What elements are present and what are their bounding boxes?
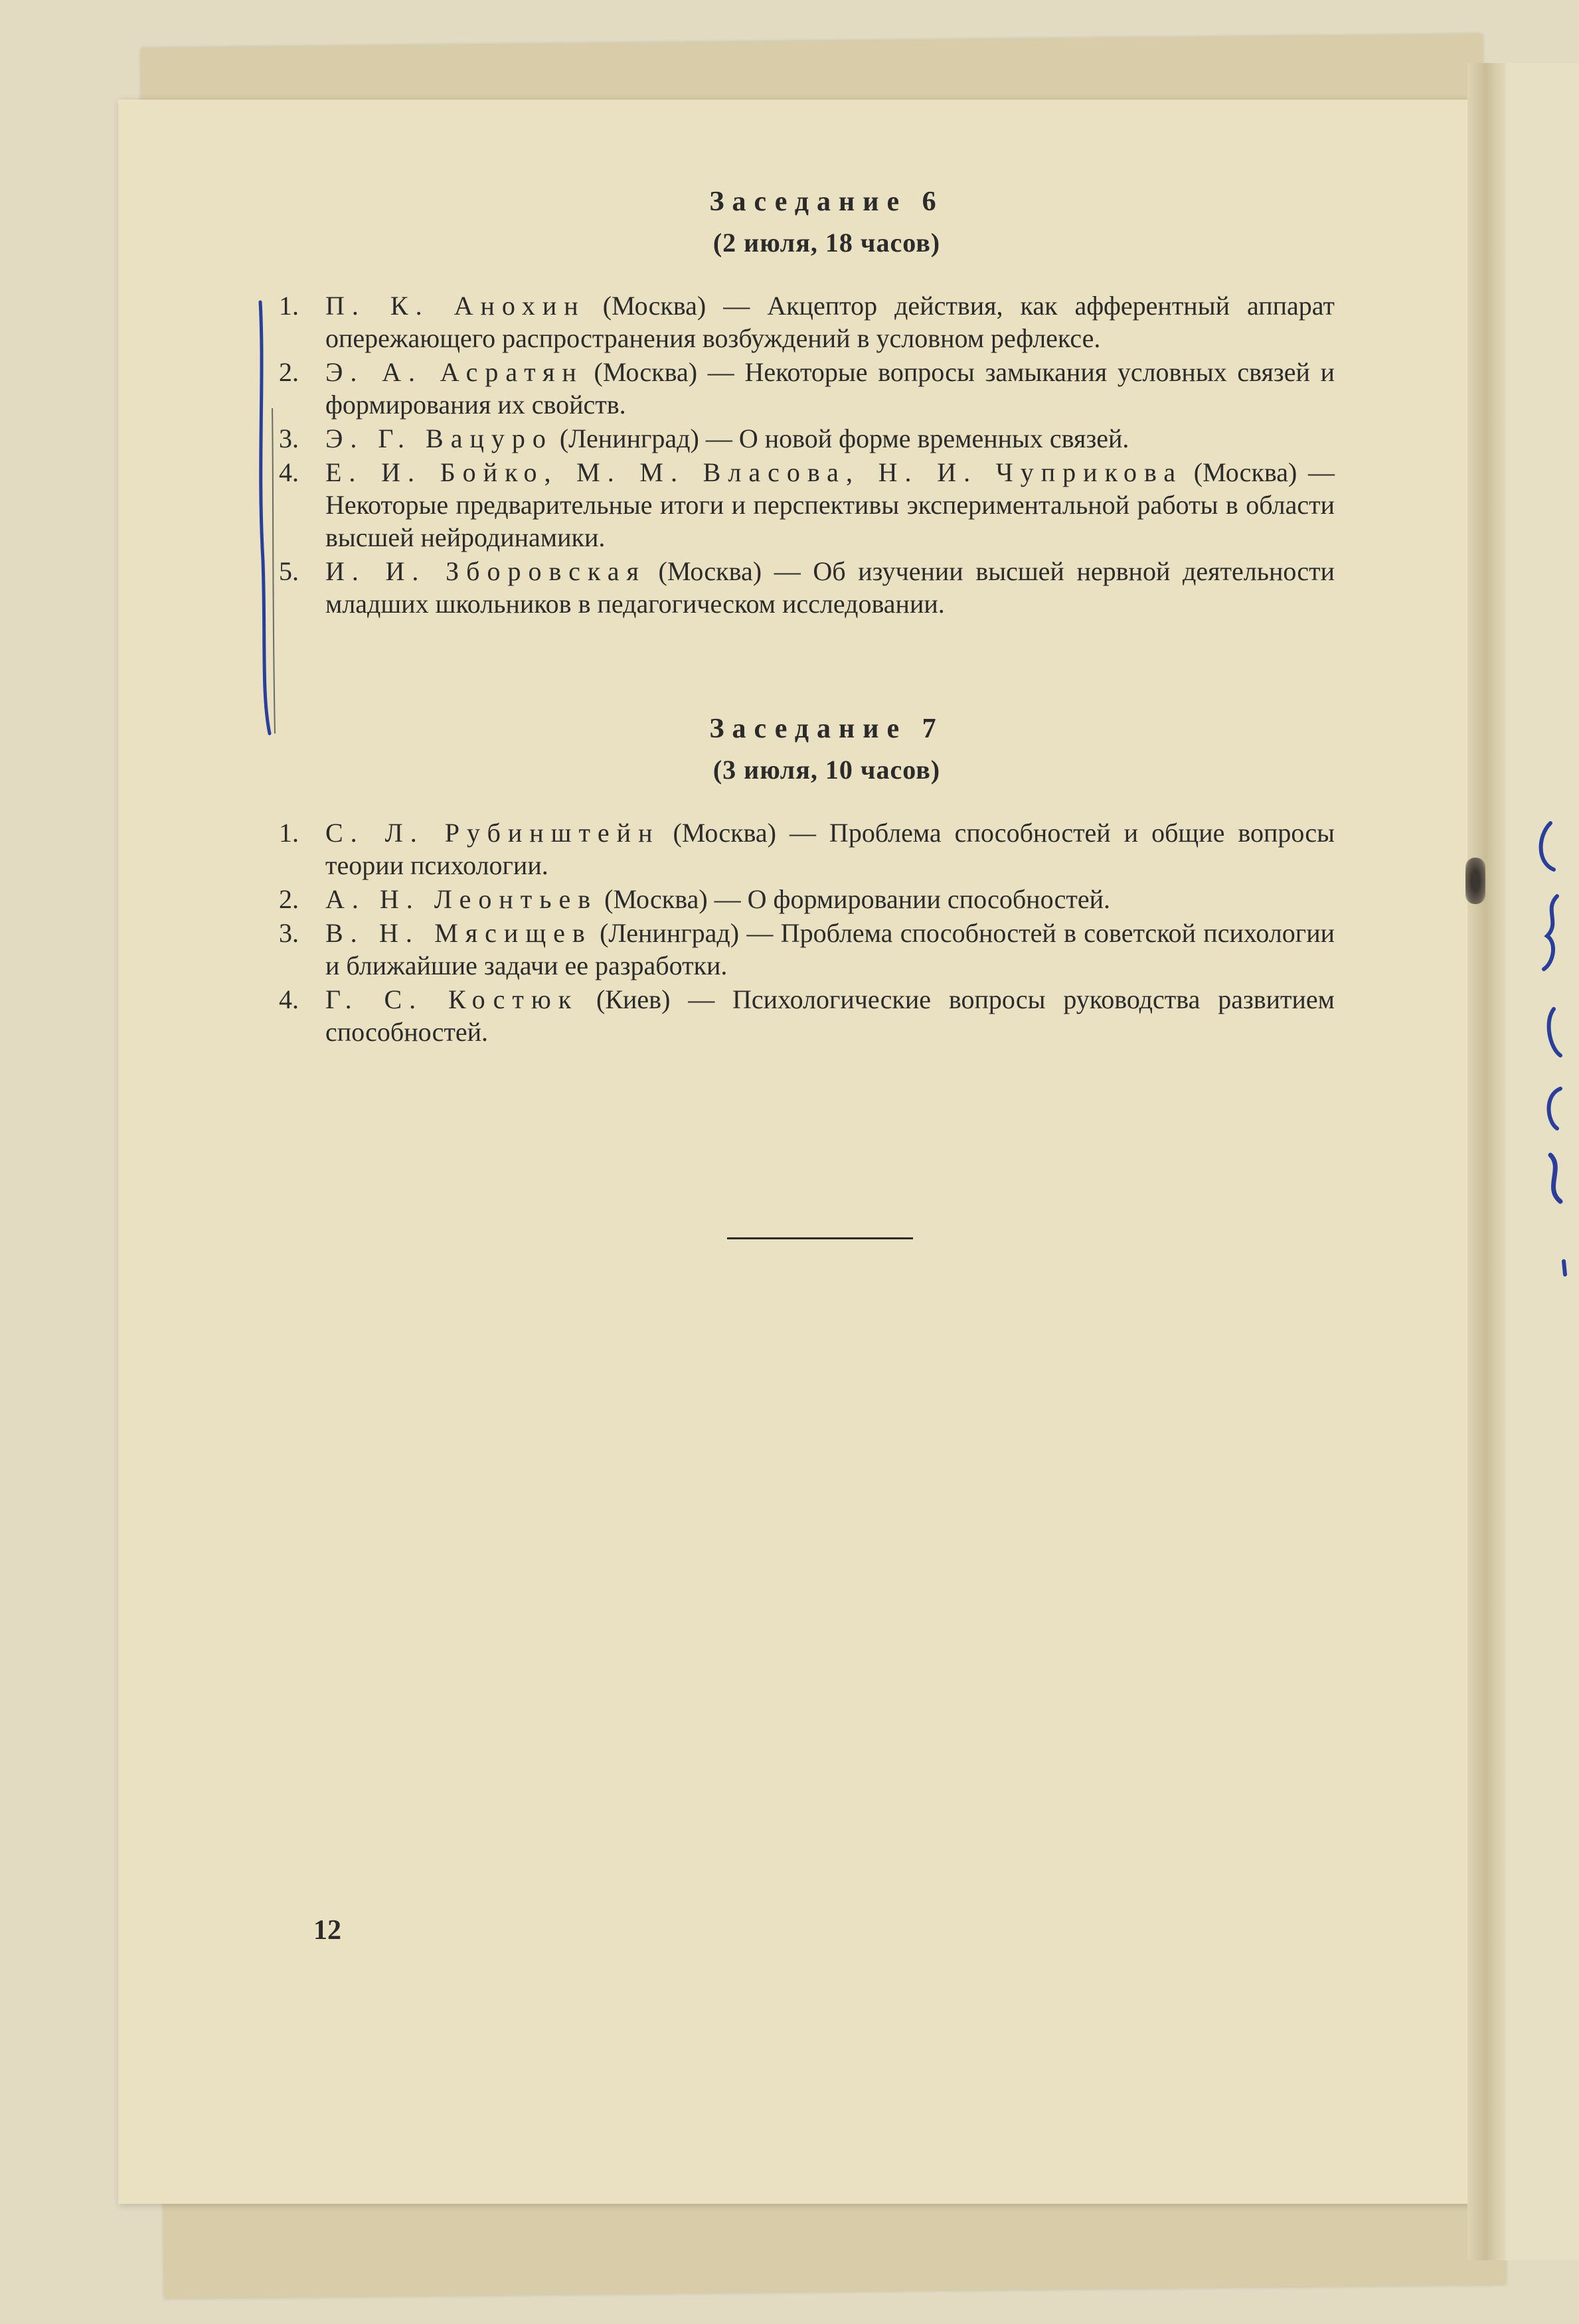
program-item	[279, 816, 1335, 882]
program-item	[279, 289, 1335, 354]
program-list	[279, 289, 1335, 620]
item-number: 3.	[279, 424, 299, 453]
item-number: 2.	[279, 357, 299, 387]
session-date: (2 июля, 18 часов)	[712, 228, 941, 258]
talk-title: (Москва) — Об изучении высшей нервной деятельности младших школьников в педагогическом исследовании.	[325, 556, 1335, 619]
speaker-name: Г. С. Костюк	[325, 984, 579, 1014]
speaker-name: Э. Г. Вацуро	[325, 424, 553, 453]
speaker-name: С. Л. Рубинштейн	[325, 818, 660, 848]
item-number: 4.	[279, 984, 299, 1014]
item-number: 3.	[279, 918, 299, 948]
session-title: Заседание 7	[709, 714, 944, 744]
session-6	[279, 186, 1335, 620]
speaker-name: В. Н. Мясищев	[325, 918, 592, 948]
session-title: Заседание 6	[709, 187, 944, 217]
speaker-name: А. Н. Леонтьев	[325, 884, 598, 914]
item-number: 4.	[279, 457, 299, 487]
talk-title: (Киев) — Психологические вопросы руководства развитием способностей.	[325, 984, 1335, 1047]
speaker-name: И. И. Зборовская	[325, 556, 646, 586]
talk-title: (Ленинград) — Проблема способностей в советской психологии и ближайшие задачи ее разработки.	[325, 918, 1335, 980]
program-item	[279, 917, 1335, 982]
speaker-name: Е. И. Бойко, М. М. Власова, Н. И. Чуприкова	[325, 457, 1183, 487]
session-date: (3 июля, 10 часов)	[712, 755, 941, 785]
program-item	[279, 456, 1335, 554]
speaker-name: П. К. Анохин	[325, 291, 586, 321]
program-item	[279, 422, 1335, 455]
item-number: 1.	[279, 818, 299, 848]
talk-title: (Москва) — Акцептор действия, как афферентный аппарат опережающего распространения возбуждений в условном рефлексе.	[325, 291, 1335, 353]
staple	[1465, 858, 1485, 904]
talk-title: (Москва) — Некоторые вопросы замыкания условных связей и формирования их свойств.	[325, 357, 1335, 420]
talk-title: (Москва) — Проблема способностей и общие вопросы теории психологии.	[325, 818, 1335, 880]
talk-title: (Москва) — О формировании способностей.	[598, 884, 1110, 914]
section-divider	[727, 1237, 913, 1239]
program-item	[279, 983, 1335, 1048]
talk-title: (Ленинград) — О новой форме временных связей.	[552, 424, 1129, 453]
program-item	[279, 555, 1335, 620]
program-item	[279, 883, 1335, 915]
program-item	[279, 356, 1335, 421]
program-list	[279, 816, 1335, 1048]
booklet-spine	[1467, 63, 1507, 2260]
item-number: 1.	[279, 291, 299, 321]
talk-title: (Москва) — Некоторые предварительные итоги и перспективы экспериментальной работы в области высшей нейродинамики.	[325, 457, 1335, 552]
speaker-name: Э. А. Асратян	[325, 357, 584, 387]
item-number: 2.	[279, 884, 299, 914]
page-content	[279, 186, 1335, 1049]
session-7	[279, 713, 1335, 1048]
page-number: 12	[313, 1915, 341, 1946]
pen-scribble-icon	[1524, 810, 1577, 1288]
item-number: 5.	[279, 556, 299, 586]
